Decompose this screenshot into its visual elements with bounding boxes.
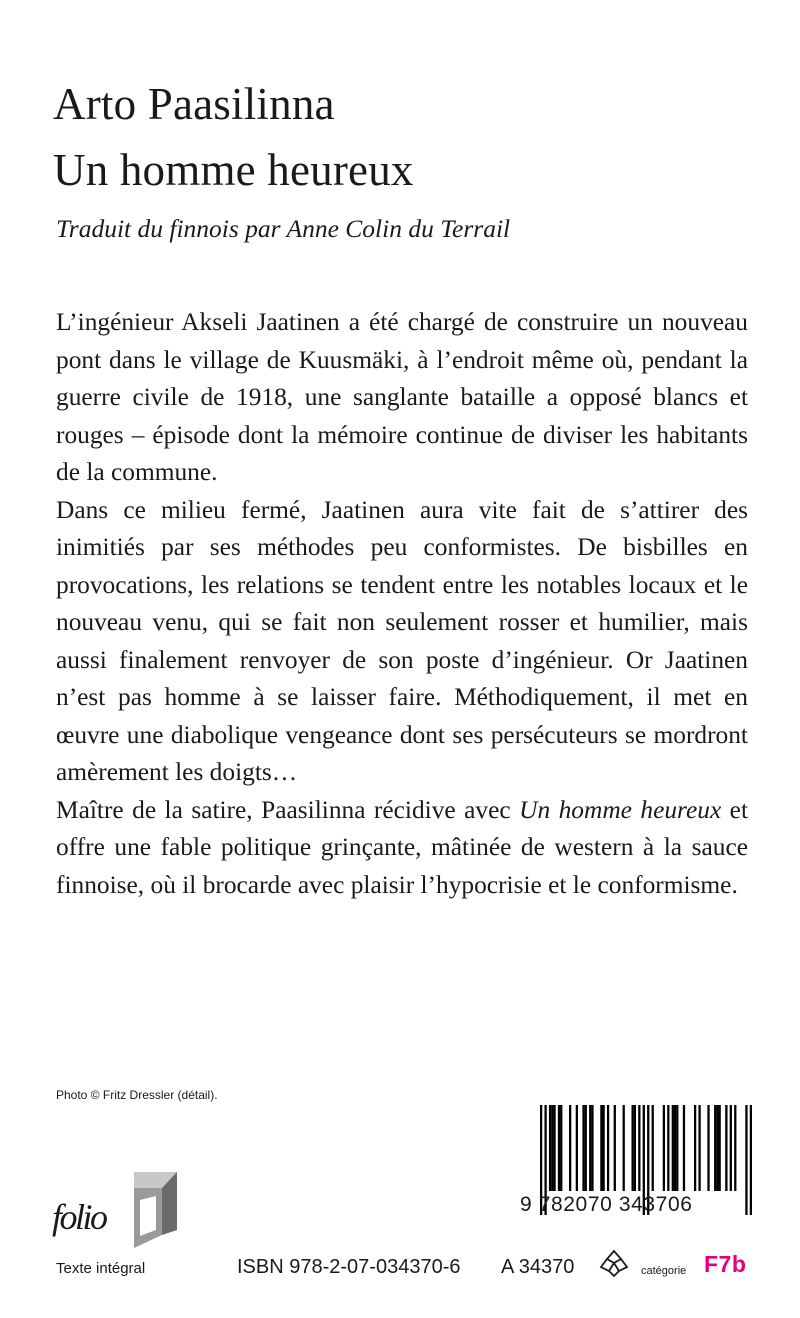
barcode-bar	[614, 1105, 616, 1191]
barcode-bar	[716, 1105, 718, 1191]
blurb-paragraph-3	[56, 792, 748, 905]
blurb-paragraph-3-start: Maître de la satire, Paasilinna récidive avec	[56, 795, 520, 824]
barcode-bar	[694, 1105, 696, 1191]
barcode-bar	[725, 1105, 727, 1191]
barcode-bar	[707, 1105, 709, 1191]
blurb-paragraph-2: Dans ce milieu fermé, Jaatinen aura vite fait de s’attirer des inimitiés par ses méthodes peu conformistes. De bisbilles en provocations, les relations se tendent entre les notables locaux et le nouveau venu, qui se fait non seulement rosser et humilier, mais aussi finalement renvoyer de son poste d’ingénieur. Or Jaatinen n’est pas homme à se laisser faire. Méthodiquement, il met en œuvre une diabolique vengeance dont ses persécuteurs se mordront amèrement les doigts…	[56, 495, 748, 786]
barcode-bar	[591, 1105, 593, 1191]
barcode-bar	[631, 1105, 633, 1191]
barcode-bar	[600, 1105, 602, 1191]
barcode-bar	[558, 1105, 560, 1191]
barcode-bar	[560, 1105, 562, 1191]
blurb-paragraph-1: L’ingénieur Akseli Jaatinen a été chargé de construire un nouveau pont dans le village de Kuusmäki, à l’endroit même où, pendant la guerre civile de 1918, une sanglante bataille a opposé blancs et rouges – épisode dont la mémoire continue de diviser les habitants de la commune.	[56, 308, 748, 486]
barcode-bar	[676, 1105, 678, 1191]
barcode-bar	[730, 1105, 732, 1191]
barcode-bar	[569, 1105, 571, 1191]
barcode-bar	[582, 1105, 584, 1191]
barcode-bar	[607, 1105, 609, 1191]
translator-credit: Traduit du finnois par Anne Colin du Terrail	[56, 214, 511, 243]
edition-label: Texte intégral	[56, 1260, 146, 1277]
gallimard-emblem-icon	[597, 1247, 631, 1279]
barcode-number: 9 782070 343706	[520, 1193, 693, 1216]
barcode-bar	[585, 1105, 587, 1191]
barcode-bar	[634, 1105, 636, 1191]
photo-credit: Photo © Fritz Dressler (détail).	[56, 1088, 218, 1102]
barcode-bar	[551, 1105, 553, 1191]
barcode-bar	[714, 1105, 716, 1191]
barcode-bar	[602, 1105, 604, 1191]
blurb-paragraph-3-end: et offre une fable politique grinçante, mâtinée de western à la sauce finnoise, où il brocarde avec plaisir l’hypocrisie et le conformisme.	[56, 795, 748, 899]
barcode-bar	[553, 1105, 555, 1191]
category-label: catégorie	[641, 1265, 687, 1277]
barcode-bar	[698, 1105, 700, 1191]
barcode-bar	[623, 1105, 625, 1191]
author-name: Arto Paasilinna	[53, 79, 335, 129]
barcode-bar	[683, 1105, 685, 1191]
barcode-bar	[576, 1105, 578, 1191]
barcode-bar	[674, 1105, 676, 1191]
back-cover-blurb	[56, 304, 748, 904]
catalog-reference: A 34370	[501, 1256, 575, 1278]
folio-logo-text: folio	[52, 1197, 106, 1237]
barcode-bar	[589, 1105, 591, 1191]
barcode-bar	[672, 1105, 674, 1191]
book-title: Un homme heureux	[53, 145, 414, 195]
barcode-bar	[549, 1105, 551, 1191]
barcode-bar	[734, 1105, 736, 1191]
isbn-number: ISBN 978-2-07-034370-6	[237, 1256, 461, 1278]
blurb-book-title: Un homme heureux	[519, 795, 722, 824]
barcode-bar	[652, 1105, 654, 1191]
barcode-bar	[667, 1105, 669, 1191]
barcode-bar	[663, 1105, 665, 1191]
barcode-bar	[638, 1105, 640, 1191]
category-code: F7b	[704, 1251, 747, 1277]
barcode-bar	[719, 1105, 721, 1191]
